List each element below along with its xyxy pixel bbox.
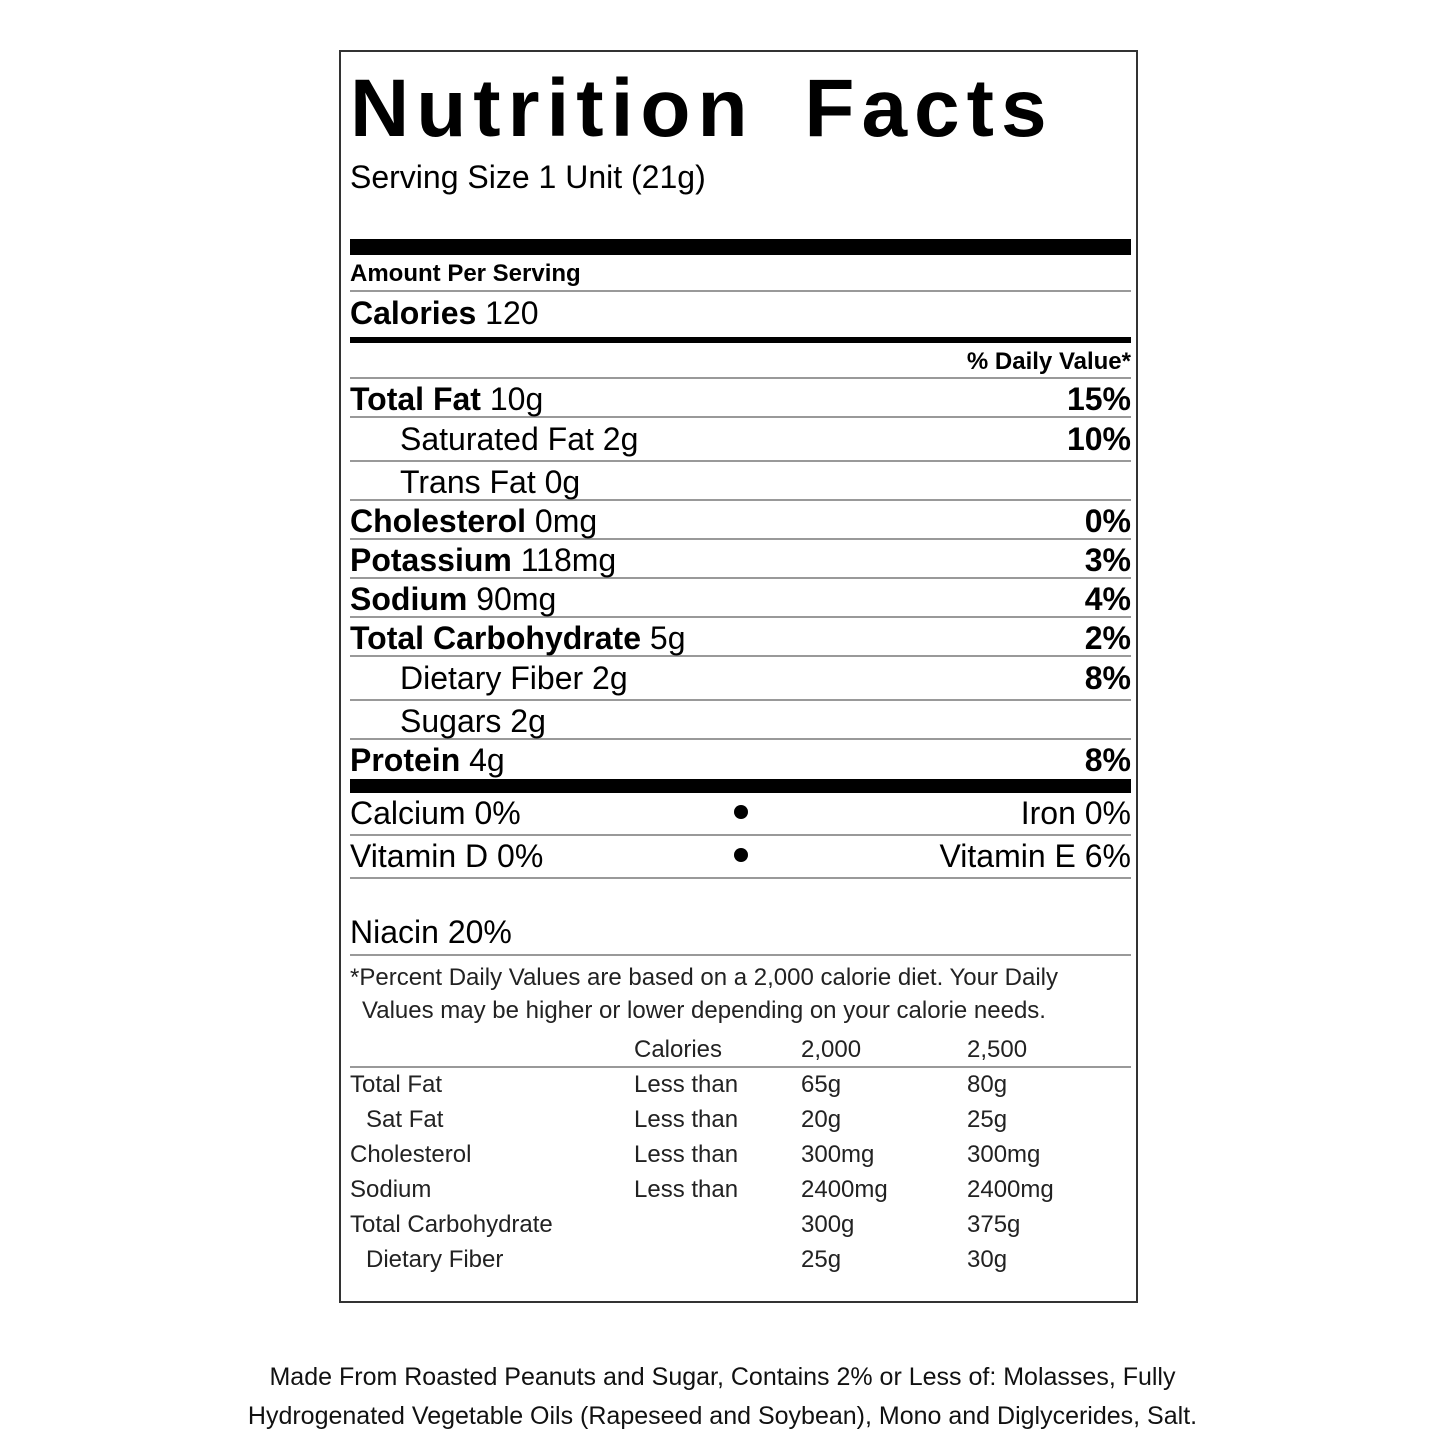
nutrient-row-sugars	[350, 701, 1131, 740]
nutrient-amount: 118mg	[520, 542, 617, 579]
nutrient-pct: 8%	[1084, 660, 1131, 697]
table-row	[350, 1067, 1131, 1102]
daily-value-header: % Daily Value*	[350, 343, 1131, 379]
nutrient-pct: 10%	[1066, 421, 1131, 458]
nutrient-amount: 2g	[602, 421, 639, 458]
nutrient-row-total-carbohydrate	[350, 618, 1131, 657]
table-cell: 2400mg	[801, 1175, 888, 1203]
nutrient-pct: 0%	[1084, 503, 1131, 540]
table-cell	[634, 1242, 801, 1277]
table-header-row	[350, 1033, 1131, 1067]
table-cell: Dietary Fiber	[366, 1245, 504, 1273]
footnote	[350, 962, 1131, 1027]
nutrition-facts-label	[339, 50, 1138, 1303]
table-cell	[634, 1207, 801, 1242]
table-cell: Less than	[634, 1175, 739, 1203]
nutrient-pct: 3%	[1084, 542, 1131, 579]
nutrient-amount: 4g	[469, 742, 505, 779]
bullet-dot-icon	[734, 805, 748, 819]
nutrient-row-total-fat	[350, 379, 1131, 418]
nutrient-name: Sodium	[350, 581, 468, 618]
nutrient-pct: 4%	[1084, 581, 1131, 618]
vitamin-right: Vitamin E 6%	[939, 838, 1131, 875]
amount-per-serving: Amount Per Serving	[350, 255, 1131, 291]
table-cell: 2400mg	[967, 1175, 1054, 1203]
table-row	[350, 1172, 1131, 1207]
nutrient-pct: 15%	[1066, 381, 1131, 418]
nutrient-amount: 5g	[649, 620, 686, 657]
vitamin-right: Iron 0%	[1020, 795, 1131, 832]
nutrient-row-sodium	[350, 579, 1131, 618]
nutrient-name: Protein	[350, 742, 461, 779]
bullet-dot-icon	[734, 848, 748, 862]
nutrient-name: Sugars	[400, 703, 502, 740]
nutrient-amount: 10g	[489, 381, 544, 418]
nutrient-name: Saturated Fat	[400, 421, 594, 458]
table-cell: 300g	[801, 1210, 855, 1238]
nutrient-row-protein	[350, 740, 1131, 779]
table-cell: 2,000	[801, 1033, 967, 1067]
serving-size: Serving Size 1 Unit (21g)	[350, 159, 706, 195]
nutrient-name: Trans Fat	[400, 464, 536, 501]
table-row	[350, 1137, 1131, 1172]
nutrient-row-saturated-fat	[350, 418, 1131, 462]
ingredients-line2: Hydrogenated Vegetable Oils (Rapeseed and Soybean), Mono and Diglycerides, Salt.	[247, 1401, 1198, 1430]
nutrient-amount: 0mg	[534, 503, 598, 540]
nutrient-row-potassium	[350, 540, 1131, 579]
nutrient-name: Cholesterol	[350, 503, 527, 540]
table-cell: Total Carbohydrate	[350, 1210, 553, 1238]
nutrient-amount: 2g	[592, 660, 628, 697]
table-cell: Less than	[634, 1105, 739, 1133]
table-cell: Less than	[634, 1071, 739, 1099]
daily-values-table	[350, 1033, 1131, 1277]
calories-label: Calories	[350, 294, 477, 331]
nutrient-amount: 0g	[544, 464, 581, 501]
thick-divider-bottom	[350, 779, 1131, 793]
vitamin-row	[350, 836, 1131, 879]
table-row	[350, 1102, 1131, 1137]
table-cell: 80g	[967, 1071, 1008, 1099]
table-row	[350, 1242, 1131, 1277]
vitamin-left: Calcium 0%	[350, 795, 521, 832]
vitamin-left: Vitamin D 0%	[350, 838, 544, 875]
nutrient-row-dietary-fiber	[350, 657, 1131, 701]
table-cell: 65g	[801, 1071, 842, 1099]
footnote-line1: *Percent Daily Values are based on a 2,000 calorie diet. Your Daily	[350, 964, 1058, 992]
nutrient-name: Total Carbohydrate	[350, 620, 641, 657]
table-cell: 300mg	[801, 1140, 875, 1168]
table-cell: Total Fat	[350, 1071, 443, 1099]
ingredients-line1: Made From Roasted Peanuts and Sugar, Contains 2% or Less of: Molasses, Fully	[269, 1363, 1176, 1391]
label-title: Nutrition Facts	[350, 63, 1054, 154]
table-cell: 25g	[801, 1245, 842, 1273]
vitamin-row	[350, 793, 1131, 836]
table-cell: 30g	[967, 1245, 1008, 1273]
table-cell: 300mg	[967, 1140, 1041, 1168]
table-cell: 375g	[967, 1210, 1021, 1238]
table-cell: Less than	[634, 1140, 739, 1168]
nutrient-row-trans-fat	[350, 462, 1131, 501]
ingredients-text	[120, 1358, 1325, 1436]
table-cell: Sodium	[350, 1175, 432, 1203]
thick-divider	[350, 239, 1131, 255]
nutrient-amount: 2g	[510, 703, 546, 740]
calories-value: 120	[485, 294, 539, 331]
nutrient-row-cholesterol	[350, 501, 1131, 540]
table-cell: Sat Fat	[366, 1105, 444, 1133]
nutrient-pct: 2%	[1084, 620, 1131, 657]
table-cell	[350, 1033, 634, 1067]
nutrient-name: Total Fat	[350, 381, 481, 418]
nutrient-pct: 8%	[1084, 742, 1131, 779]
table-cell: 20g	[801, 1105, 842, 1133]
calories-row	[350, 292, 1131, 337]
nutrient-amount: 90mg	[476, 581, 557, 618]
table-cell: Calories	[634, 1033, 801, 1067]
table-cell: Cholesterol	[350, 1140, 472, 1168]
niacin-row: Niacin 20%	[350, 915, 1131, 956]
footnote-line2: Values may be higher or lower depending on your calorie needs.	[362, 996, 1046, 1024]
table-cell: 25g	[967, 1105, 1008, 1133]
nutrient-name: Dietary Fiber	[400, 660, 584, 697]
table-row	[350, 1207, 1131, 1242]
table-cell: 2,500	[967, 1033, 1131, 1067]
nutrient-name: Potassium	[350, 542, 512, 579]
